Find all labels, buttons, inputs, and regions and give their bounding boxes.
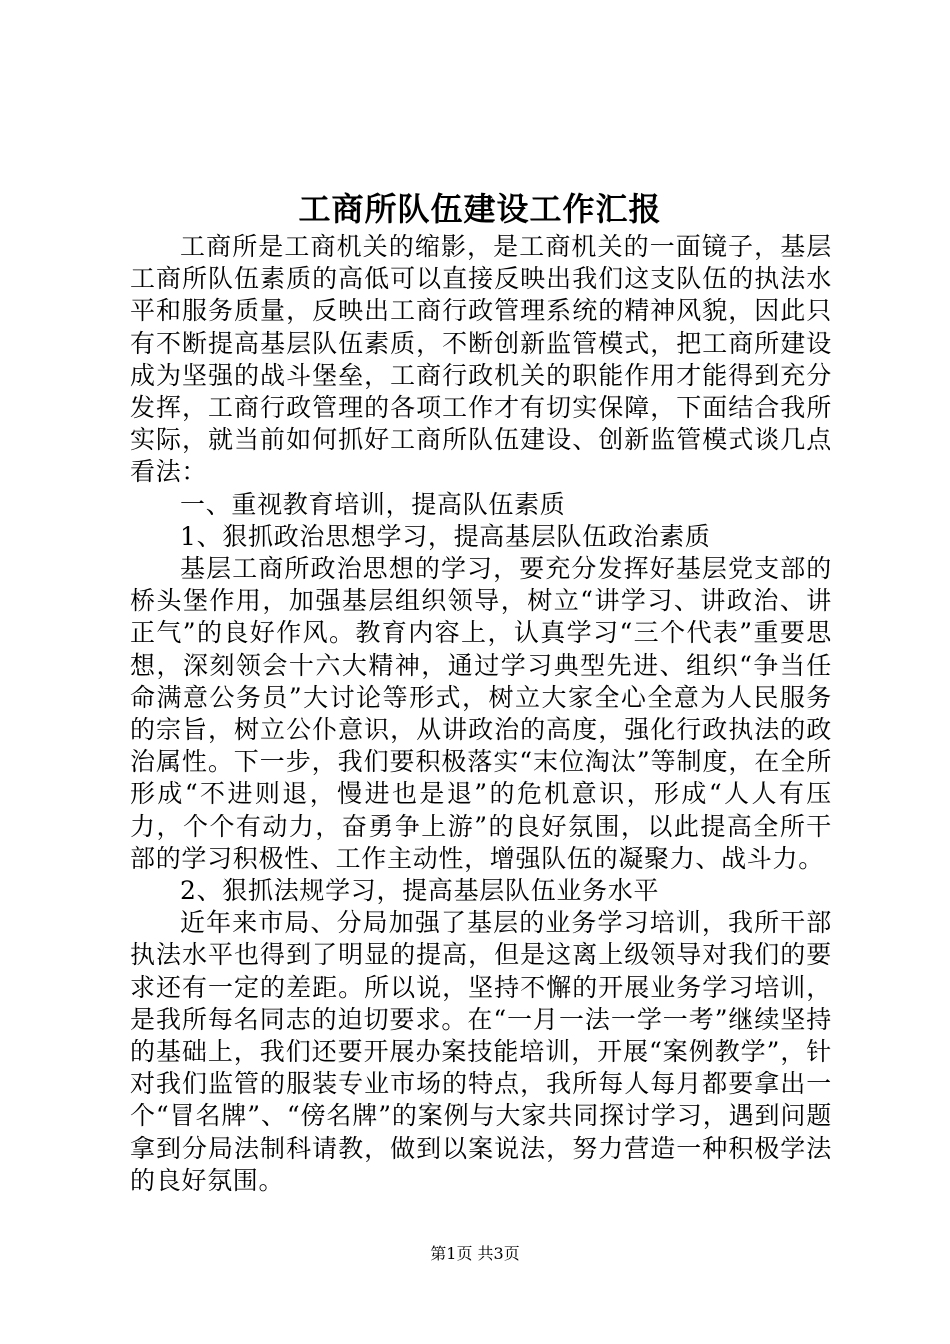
subsection-heading-2: 2、狠抓法规学习，提高基层队伍业务水平 (180, 876, 660, 906)
document-body (130, 231, 832, 1197)
intro-paragraph: 工商所是工商机关的缩影，是工商机关的一面镜子，基层工商所队伍素质的高低可以直接反映出我们这支队伍的执法水平和服务质量，反映出工商行政管理系统的精神风貌，因此只有不断提高基层队伍素质，不断创新监管模式，把工商所建设成为坚强的战斗堡垒，工商行政机关的职能作用才能得到充分发挥，工商行政管理的各项工作才有切实保障，下面结合我所实际，就当前如何抓好工商所队伍建设、创新监管模式谈几点看法： (130, 232, 832, 487)
section-heading-1: 一、重视教育培训，提高队伍素质 (180, 489, 566, 519)
page-footer: 第1页 共3页 (430, 1244, 520, 1263)
body-paragraph-law-study: 近年来市局、分局加强了基层的业务学习培训，我所干部执法水平也得到了明显的提高，但是这离上级领导对我们的要求还有一定的差距。所以说，坚持不懈的开展业务学习培训，是我所每名同志的迫切要求。在“一月一法一学一考”继续坚持的基础上，我们还要开展办案技能培训，开展“案例教学”，针对我们监管的服装专业市场的特点，我所每人每月都要拿出一个“冒名牌”、“傍名牌”的案例与大家共同探讨学习，遇到问题拿到分局法制科请教，做到以案说法，努力营造一种积极学法的良好氛围。 (130, 908, 832, 1195)
document-title: 工商所队伍建设工作汇报 (298, 190, 662, 228)
body-paragraph-political-study: 基层工商所政治思想的学习，要充分发挥好基层党支部的桥头堡作用，加强基层组织领导，树立“讲学习、讲政治、讲正气”的良好作风。教育内容上，认真学习“三个代表”重要思想，深刻领会十六大精神，通过学习典型先进、组织“争当任命满意公务员”大讨论等形式，树立大家全心全意为人民服务的宗旨，树立公仆意识，从讲政治的高度，强化行政执法的政治属性。下一步，我们要积极落实“末位淘汰”等制度，在全所形成“不进则退，慢进也是退”的危机意识，形成“人人有压力，个个有动力，奋勇争上游”的良好氛围，以此提高全所干部的学习积极性、工作主动性，增强队伍的凝聚力、战斗力。 (130, 554, 832, 873)
subsection-heading-1: 1、狠抓政治思想学习，提高基层队伍政治素质 (180, 521, 711, 551)
